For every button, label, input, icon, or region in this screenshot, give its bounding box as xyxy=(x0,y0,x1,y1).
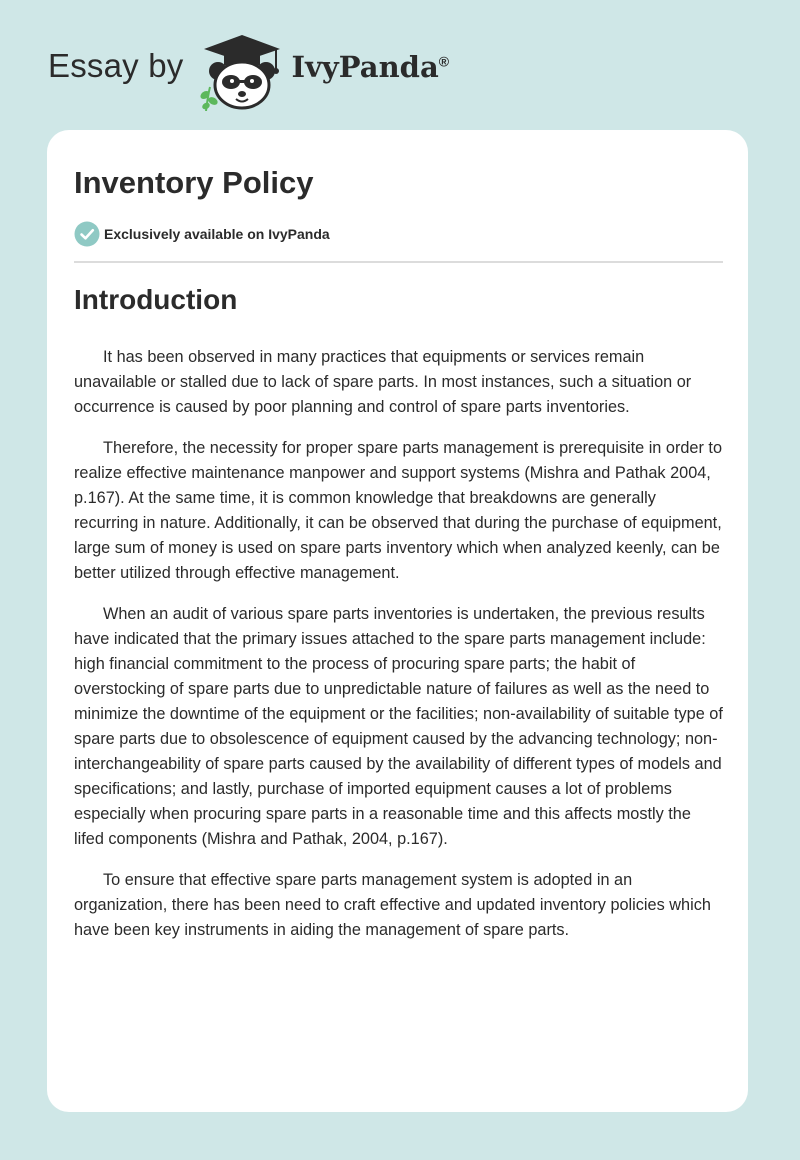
page-title: Inventory Policy xyxy=(74,165,314,200)
check-circle-icon xyxy=(74,221,100,247)
divider xyxy=(74,261,723,263)
brand-name-text: IvyPanda xyxy=(291,50,439,84)
essay-body xyxy=(74,345,724,959)
paragraph: To ensure that effective spare parts management system is adopted in an organization, there has been need to craft effective and updated inventory policies which have been key instruments in aiding the management of spare parts. xyxy=(74,871,711,939)
panda-graduate-logo-icon[interactable] xyxy=(196,29,288,111)
section-heading: Introduction xyxy=(74,284,238,315)
paragraph: It has been observed in many practices that equipments or services remain unavailable or stalled due to lack of spare parts. In most instances, such a situation or occurrence is caused by poor planning and control of spare parts inventories. xyxy=(74,348,692,416)
registered-mark: ® xyxy=(438,53,450,70)
exclusive-badge-text: Exclusively available on IvyPanda xyxy=(104,226,330,242)
paragraph: Therefore, the necessity for proper spare parts management is prerequisite in order to realize effective maintenance manpower and support systems (Mishra and Pathak 2004, p.167). At the same time, it is common knowledge that breakdowns are generally recurring in nature. Additionally, it can be observed that during the purchase of equipment, large sum of money is used on spare parts inventory which when analyzed keenly, can be better utilized through effective management. xyxy=(74,439,722,582)
exclusive-badge xyxy=(74,221,330,247)
essay-card xyxy=(47,130,748,1112)
essay-by-label: Essay by xyxy=(48,47,184,84)
paragraph: When an audit of various spare parts inventories is undertaken, the previous results have indicated that the primary issues attached to the spare parts management include: high financial commitment to the process of procuring spare parts; the habit of overstocking of spare parts due to unpredictable nature of failures as well as the need to minimize the downtime of the equipment or the facilities; non-availability of suitable type of spare parts due to obsolescence of equipment caused by the advancing technology; non-interchangeability of spare parts caused by the availability of different types of models and specifications; and lastly, purchase of imported equipment causes a lot of problems especially when procuring spare parts in a reasonable time and this affects mostly the lifed components (Mishra and Pathak, 2004, p.167). xyxy=(74,605,723,848)
brand-name xyxy=(292,50,450,84)
site-header xyxy=(48,30,449,110)
